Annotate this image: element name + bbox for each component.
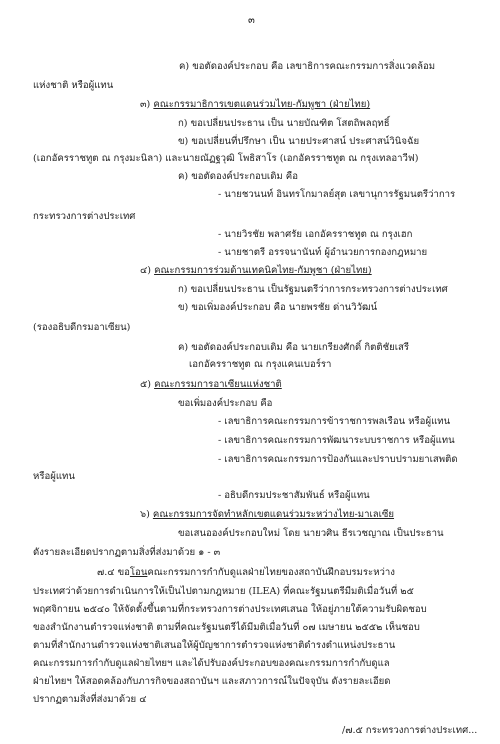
text-line: (เอกอัครราชทูต ณ กรุงมะนิลา) และนายณัฏฐวุฒิ โพธิสาโร (เอกอัครราชทูต ณ กรุงเทลอาวีฟ)	[33, 153, 419, 164]
section-heading	[140, 98, 370, 111]
text-line: แห่งชาติ หรือผู้แทน	[33, 80, 114, 91]
text-line: พฤศจิกายน ๒๕๔๐ ให้จัดตั้งขึ้นตามที่กระทรวงการต่างประเทศเสนอ ให้อยู่ภายใต้ความรับผิดชอบ	[33, 604, 427, 615]
section-number: ๕)	[140, 379, 152, 390]
text-line: ประเทศว่าด้วยการดำเนินการให้เป็นไปตามกฎหมาย (ILEA) ที่คณะรัฐมนตรีมีมติเมื่อวันที่ ๒๕	[33, 586, 414, 597]
section-title: คณะกรรมการร่วมด้านเทคนิคไทย-กัมพูชา (ฝ่ายไทย)	[154, 265, 372, 276]
text-line: ข) ขอเพิ่มองค์ประกอบ คือ นายพรชัย ด่านวิวัฒน์	[178, 302, 378, 313]
section-number: ๓)	[140, 99, 151, 110]
text-line: - อธิบดีกรมประชาสัมพันธ์ หรือผู้แทน	[218, 490, 370, 501]
section-number: ๔)	[140, 265, 152, 276]
text-line: - เลขาธิการคณะกรรมการป้องกันและปราบปรามยาเสพติด	[218, 454, 458, 465]
section-heading	[140, 508, 394, 521]
text-line: ดังรายละเอียดปรากฏตามสิ่งที่ส่งมาด้วย ๑ - ๓	[33, 547, 221, 558]
text-line: เอกอัครราชทูต ณ กรุงแคนเบอร์รา	[189, 359, 332, 370]
section-title: คณะกรรมการจัดทำหลักเขตแดนร่วมระหว่างไทย-มาเลเซีย	[152, 509, 395, 520]
text-line: กระทรวงการต่างประเทศ	[33, 211, 136, 222]
text-line: หรือผู้แทน	[33, 471, 75, 482]
text-line: ก) ขอเปลี่ยนประธาน เป็น นายบัณฑิต โสตถิพลฤทธิ์	[178, 118, 390, 129]
section-number: ๖)	[140, 509, 150, 520]
text-line: - นายวิรชัย พลาศรัย เอกอัครราชทูต ณ กรุงเฮก	[218, 229, 413, 240]
text-line: (รองอธิบดีกรมอาเซียน)	[33, 322, 131, 333]
paragraph-text: คณะกรรมการกำกับดูแลฝ่ายไทยของสถาบันฝึกอบรมระหว่าง	[147, 567, 395, 578]
text-line: ค) ขอตัดองค์ประกอบ คือ เลขาธิการคณะกรรมการสิ่งแวดล้อม	[179, 61, 436, 72]
text-line: คณะกรรมการกำกับดูแลฝ่ายไทยฯ และได้ปรับองค์ประกอบของคณะกรรมการกำกับดูแล	[33, 658, 390, 669]
text-line: ฝ่ายไทยฯ ให้สอดคล้องกับภารกิจของสถาบันฯ และสภาวการณ์ในปัจจุบัน ดังรายละเอียด	[33, 676, 391, 687]
underlined-word: โอน	[129, 567, 148, 578]
text-line: - เลขาธิการคณะกรรมการข้าราชการพลเรือน หรือผู้แทน	[218, 416, 451, 427]
text-line: ขอเสนอองค์ประกอบใหม่ โดย นายวศิน ธีรเวชญาณ เป็นประธาน	[178, 528, 444, 539]
text-line: ตามที่สำนักงานตำรวจแห่งชาติเสนอให้ผู้บัญชาการตำรวจแห่งชาติดำรงตำแหน่งประธาน	[33, 640, 396, 651]
page-number: ๓	[248, 15, 255, 26]
text-line: ขอเพิ่มองค์ประกอบ คือ	[178, 398, 273, 409]
section-heading	[140, 264, 372, 277]
text-line: ข) ขอเปลี่ยนที่ปรึกษา เป็น นายประศาสน์ ประศาสน์วินิจฉัย	[178, 136, 420, 147]
text-line: ค) ขอตัดองค์ประกอบเดิม คือ นายเกรียงศักดิ์ กิตติชัยเสรี	[178, 342, 410, 353]
text-line: ก) ขอเปลี่ยนประธาน เป็นรัฐมนตรีว่าการกระทรวงการต่างประเทศ	[178, 284, 448, 295]
text-line: - นายชวนนท์ อินทรโกมาลย์สุต เลขานุการรัฐมนตรีว่าการ	[218, 189, 456, 200]
paragraph-start	[97, 566, 395, 579]
section-title: คณะกรรมาธิการเขตแดนร่วมไทย-กัมพูชา (ฝ่ายไทย)	[153, 99, 371, 110]
section-title: คณะกรรมการอาเซียนแห่งชาติ	[154, 379, 282, 390]
page-footer: /๗.๕ กระทรวงการต่างประเทศ...	[342, 725, 478, 736]
text-line: ค) ขอตัดองค์ประกอบเดิม คือ	[178, 171, 298, 182]
section-heading	[140, 378, 282, 391]
text-line: - นายชาตรี อรรจนานันท์ ผู้อำนวยการกองกฎหมาย	[218, 247, 428, 258]
text-line: ปรากฏตามสิ่งที่ส่งมาด้วย ๔	[33, 694, 147, 705]
paragraph-number: ๗.๔ ขอ	[97, 567, 130, 578]
text-line: ของสำนักงานตำรวจแห่งชาติ ตามที่คณะรัฐมนตรีได้มีมติเมื่อวันที่ ๐๗ เมษายน ๒๕๕๒ เห็นชอบ	[33, 622, 420, 633]
text-line: - เลขาธิการคณะกรรมการพัฒนาระบบราชการ หรือผู้แทน	[218, 435, 455, 446]
